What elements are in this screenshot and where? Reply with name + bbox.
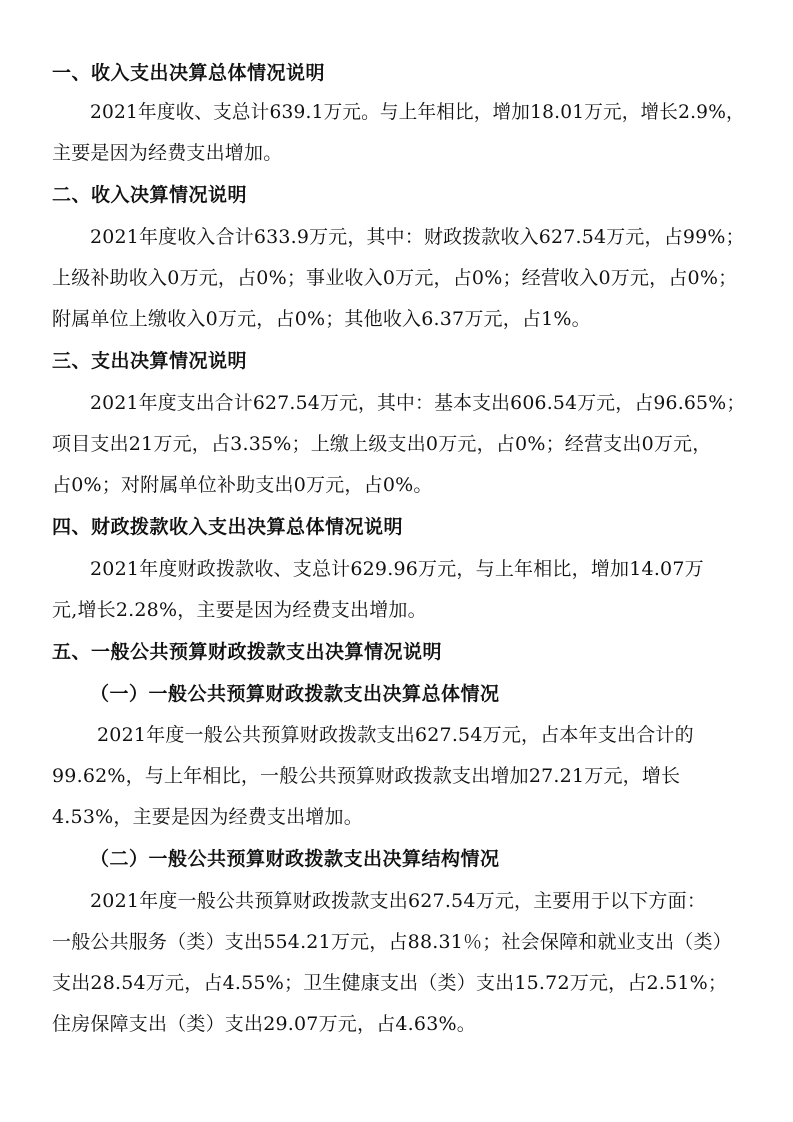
paragraph-line: 占0%；对附属单位补助支出0万元，占0%。 xyxy=(52,474,433,496)
subsection-heading-5-1: （一）一般公共预算财政拨款支出决算总体情况 xyxy=(90,683,500,705)
paragraph-line: 一般公共服务（类）支出554.21万元，占88.31％；社会保障和就业支出（类） xyxy=(52,931,732,953)
paragraph-line: 住房保障支出（类）支出29.07万元，占4.63%。 xyxy=(52,1013,476,1035)
paragraph-line: 主要是因为经费支出增加。 xyxy=(52,142,283,164)
paragraph-line: 99.62%，与上年相比，一般公共预算财政拨款支出增加27.21万元，增长 xyxy=(52,765,681,787)
paragraph-line: 项目支出21万元，占3.35%；上缴上级支出0万元，占0%；经营支出0万元， xyxy=(52,433,712,455)
section-heading-5: 五、一般公共预算财政拨款支出决算情况说明 xyxy=(52,641,443,663)
paragraph-line: 上级补助收入0万元，占0%；事业收入0万元，占0%；经营收入0万元，占0%； xyxy=(52,267,738,289)
paragraph-line: 2021年度收、支总计639.1万元。与上年相比，增加18.01万元，增长2.9%， xyxy=(90,101,745,123)
paragraph-line: 2021年度财政拨款收、支总计629.96万元，与上年相比，增加14.07万 xyxy=(90,558,704,580)
section-heading-4: 四、财政拨款收入支出决算总体情况说明 xyxy=(52,516,404,538)
paragraph-line: 2021年度一般公共预算财政拨款支出627.54万元，主要用于以下方面： xyxy=(90,890,707,912)
paragraph-line: 2021年度支出合计627.54万元，其中：基本支出606.54万元，占96.65%； xyxy=(90,392,746,414)
section-heading-3: 三、支出决算情况说明 xyxy=(52,350,248,372)
paragraph-line: 支出28.54万元，占4.55%；卫生健康支出（类）支出15.72万元，占2.51%； xyxy=(52,972,728,994)
subsection-heading-5-2: （二）一般公共预算财政拨款支出决算结构情况 xyxy=(90,848,500,870)
section-heading-1: 一、收入支出决算总体情况说明 xyxy=(52,62,326,84)
paragraph-line: 4.53%，主要是因为经费支出增加。 xyxy=(52,806,363,828)
section-heading-2: 二、收入决算情况说明 xyxy=(52,184,248,206)
paragraph-line: 2021年度收入合计633.9万元，其中：财政拨款收入627.54万元，占99%； xyxy=(90,226,745,248)
paragraph-line: 2021年度一般公共预算财政拨款支出627.54万元，占本年支出合计的 xyxy=(97,724,694,746)
paragraph-line: 元,增长2.28%，主要是因为经费支出增加。 xyxy=(52,599,427,621)
paragraph-line: 附属单位上缴收入0万元，占0%；其他收入6.37万元，占1%。 xyxy=(52,308,591,330)
